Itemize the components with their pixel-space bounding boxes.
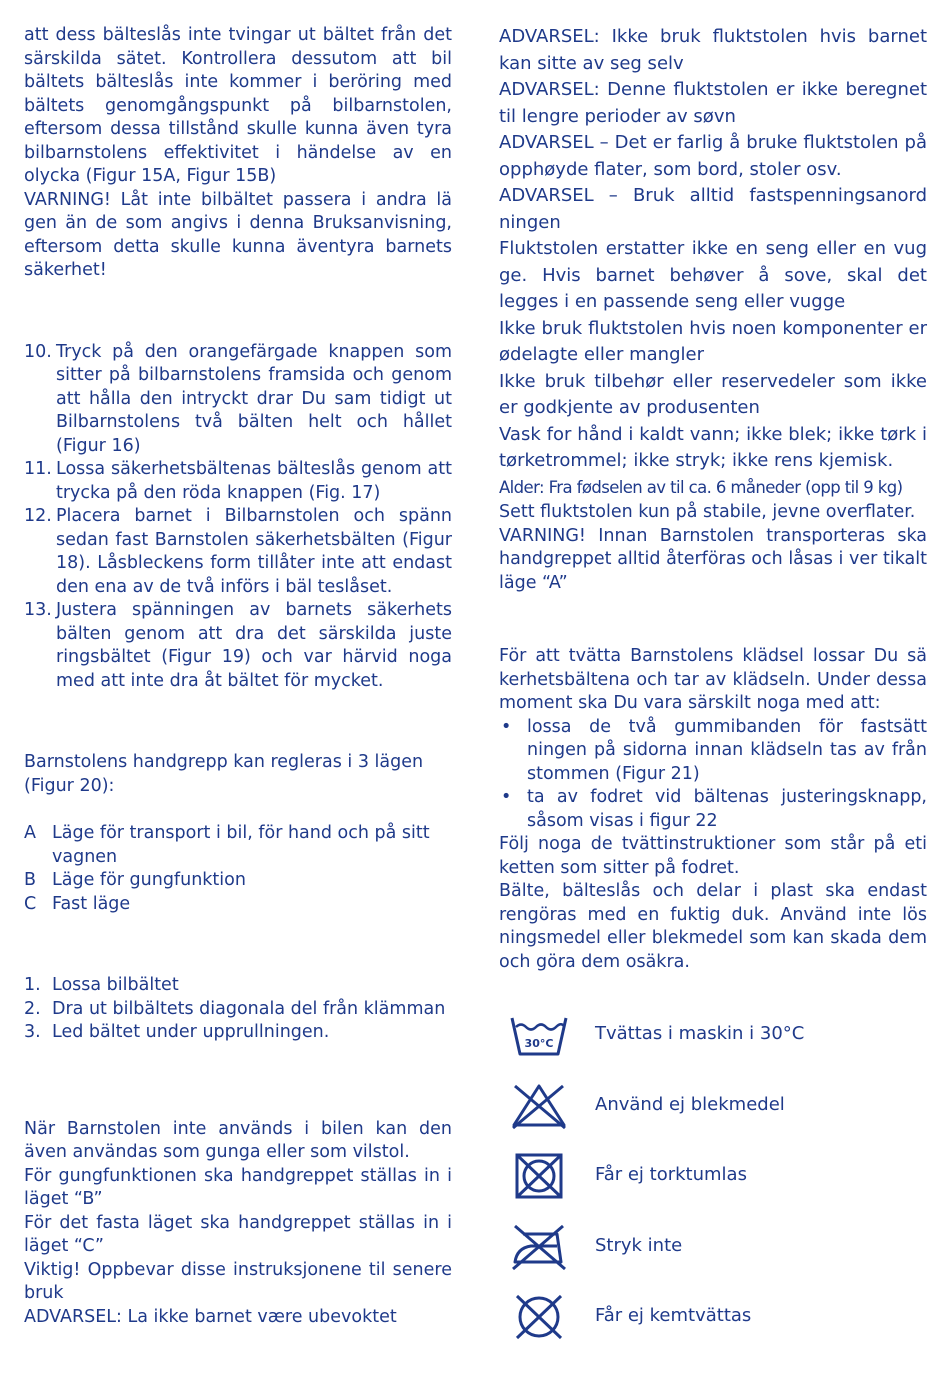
care-row-dryer xyxy=(509,1151,929,1222)
list-item: 12. Placera barnet i Bilbarnstolen och spänn sedan fast Barnstolen säkerhetsbälten (Figur 18). Låsbleckens form tillåter inte att endast den ena av de två införs i bäl teslåset. xyxy=(24,506,452,597)
paragraph: För det fasta läget ska handgreppet ställas in i läget “C” xyxy=(24,1212,452,1256)
paragraph: Viktig! Oppbevar disse instruksjonene til senere bruk xyxy=(24,1259,452,1303)
handle-positions-list xyxy=(24,822,452,916)
list-item: 13. Justera spänningen av barnets säkerhets bälten genom att dra det särskilda juste ringsbältet (Figur 19) och var härvid noga med att inte dra åt bältet för mycket. xyxy=(24,600,452,691)
no-iron-icon xyxy=(509,1222,569,1272)
wash-temperature: 30°C xyxy=(524,1037,554,1050)
paragraph: Barnstolens handgrepp kan regleras i 3 lägen (Figur 20): xyxy=(24,752,424,796)
care-label: Tvättas i maskin i 30°C xyxy=(595,1023,805,1044)
care-row-dryclean xyxy=(509,1292,929,1363)
warning-paragraph: ADVARSEL – Bruk alltid fastspenningsanord ningen xyxy=(499,185,927,233)
no-bleach-icon xyxy=(509,1081,569,1131)
care-row-bleach xyxy=(509,1081,929,1152)
list-item: • ta av fodret vid bältenas justeringsknapp, såsom visas i figur 22 xyxy=(501,787,927,831)
warning-paragraph: ADVARSEL: Ikke bruk fluktstolen hvis barnet kan sitte av seg selv xyxy=(499,26,927,74)
care-label: Får ej torktumlas xyxy=(595,1164,747,1185)
warning-paragraph: VARNING! Låt inte bilbältet passera i andra lä gen än de som angivs i denna Bruksanvisning, eftersom detta skulle kunna äventyra barnets säkerhet! xyxy=(24,189,452,280)
left-column xyxy=(24,24,452,1329)
warning-paragraph: ADVARSEL: La ikke barnet være ubevoktet xyxy=(24,1306,397,1327)
fastening-steps-list xyxy=(24,341,452,694)
paragraph: Ikke bruk fluktstolen hvis noen komponenter er ødelagte eller mangler xyxy=(499,317,927,365)
list-item: 10. Tryck på den orangefärgade knappen som sitter på bilbarnstolens framsida och genom att hålla den intryckt drar Du sam tidigt ut Bilbarnstolens två bälten helt och hållet (Figur 16) xyxy=(24,341,452,456)
list-item: B Läge för gungfunktion xyxy=(24,870,246,890)
age-paragraph: Alder: Fra fødselen av til ca. 6 måneder (opp til 9 kg) xyxy=(499,477,903,497)
list-item: 1. Lossa bilbältet xyxy=(24,975,179,995)
paragraph: Bälte, bälteslås och delar i plast ska endast rengöras med en fuktig duk. Använd inte lös ningsmedel eller blekmedel som kan skada dem och göra dem osäkra. xyxy=(499,881,927,972)
paragraph: Vask for hånd i kaldt vann; ikke blek; ikke tørk i tørketrommel; ikke stryk; ikke rens kjemisk. xyxy=(499,423,927,471)
care-row-wash xyxy=(509,1010,929,1081)
list-item: 11. Lossa säkerhetsbältenas bälteslås genom att trycka på den röda knappen (Fig. 17) xyxy=(24,459,452,503)
warning-paragraph: ADVARSEL: Denne fluktstolen er ikke beregnet til lengre perioder av søvn xyxy=(499,79,927,127)
paragraph: När Barnstolen inte används i bilen kan den även användas som gunga eller som vilstol. xyxy=(24,1118,452,1162)
list-item: A Läge för transport i bil, för hand och på sitt vagnen xyxy=(24,823,430,867)
warning-paragraph: ADVARSEL – Det er farlig å bruke fluktstolen på opphøyde flater, som bord, stoler osv. xyxy=(499,132,927,180)
list-item: • lossa de två gummibanden för fastsätt ningen på sidorna innan klädseln tas av från stommen (Figur 21) xyxy=(501,716,927,784)
care-row-iron xyxy=(509,1222,929,1293)
list-item: 2. Dra ut bilbältets diagonala del från klämman xyxy=(24,998,446,1019)
right-column xyxy=(499,24,927,974)
no-tumble-dry-icon xyxy=(509,1151,569,1201)
no-dry-clean-icon xyxy=(509,1292,569,1342)
care-label: Använd ej blekmedel xyxy=(595,1093,785,1115)
paragraph: Sett fluktstolen kun på stabile, jevne overflater. xyxy=(499,502,916,522)
paragraph: För gungfunktionen ska handgreppet ställas in i läget “B” xyxy=(24,1165,452,1209)
list-item: 3. Led bältet under upprullningen. xyxy=(24,1022,330,1042)
paragraph: Ikke bruk tilbehør eller reservedeler som ikke er godkjente av produsenten xyxy=(499,370,927,418)
cleaning-bullets-list xyxy=(499,716,927,834)
paragraph: att dess bälteslås inte tvingar ut bältet från det särskilda sätet. Kontrollera dessutom att bil bältets bälteslås inte kommer i beröring med bältets genomgångspunkt på bilbarnstolen, eftersom dessa tillstånd skulle kunna även tyra bilbarnstolens effektivitet i händelse av en olycka (Figur 15A, Figur 15B) xyxy=(24,25,452,186)
belt-steps-list xyxy=(24,974,452,1045)
wash-30-icon xyxy=(509,1010,569,1060)
paragraph: För att tvätta Barnstolens klädsel lossar Du sä kerhetsbältena och tar av klädseln. Under dessa moment ska Du vara särskilt noga med att: xyxy=(499,646,927,713)
care-label: Stryk inte xyxy=(595,1234,683,1256)
list-item: C Fast läge xyxy=(24,893,131,914)
care-symbols xyxy=(509,1010,929,1363)
warning-paragraph: VARNING! Innan Barnstolen transporteras ska handgreppet alltid återföras och låsas i ver tikalt läge “A” xyxy=(499,525,927,593)
paragraph: Fluktstolen erstatter ikke en seng eller en vug ge. Hvis barnet behøver å sove, skal det legges i en passende seng eller vugge xyxy=(499,238,927,312)
paragraph: Följ noga de tvättinstruktioner som står på eti ketten som sitter på fodret. xyxy=(499,834,927,878)
care-label: Får ej kemtvättas xyxy=(595,1305,752,1326)
